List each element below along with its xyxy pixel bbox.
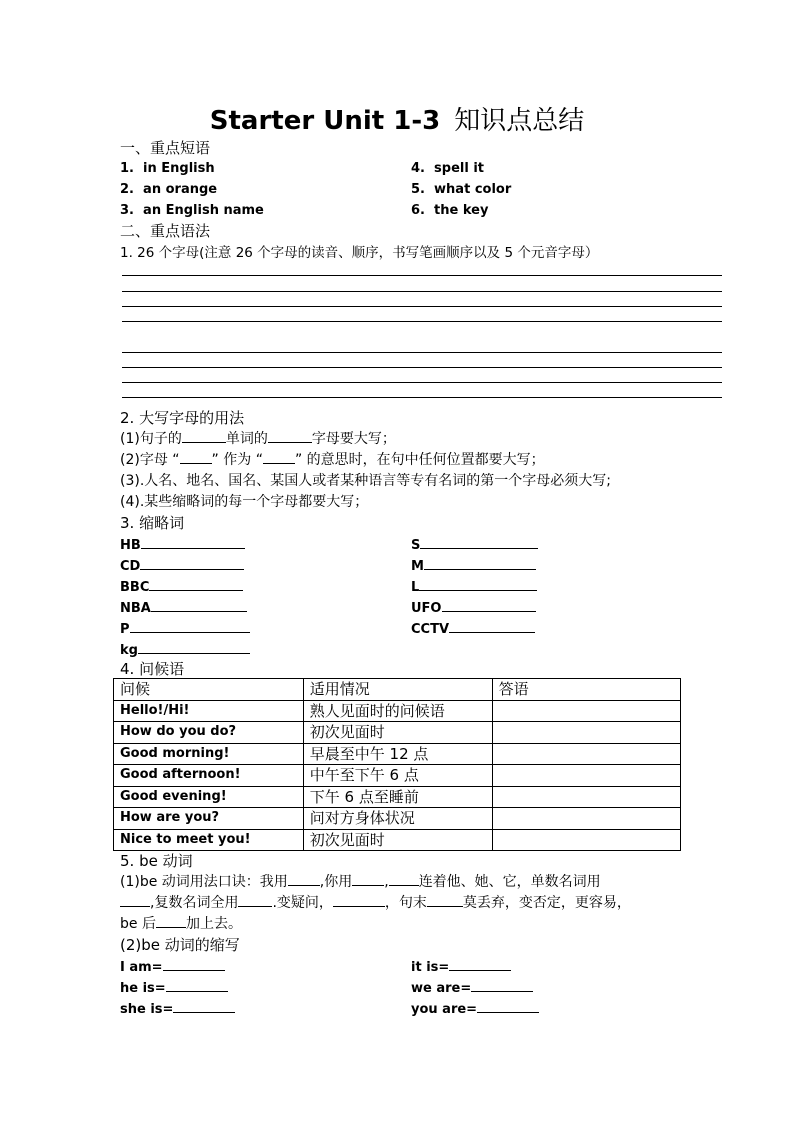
fill-blank[interactable] <box>166 979 228 992</box>
greetings-heading: 4. 问候语 <box>120 660 185 678</box>
situation-cell: 中午至下午 6 点 <box>303 765 492 787</box>
section2-heading: 二、重点语法 <box>120 222 211 240</box>
fill-blank[interactable] <box>442 599 536 612</box>
contraction-we-are: we are= <box>411 979 533 998</box>
table-row <box>114 700 681 722</box>
reply-cell[interactable] <box>492 829 680 851</box>
table-row <box>114 786 681 808</box>
fill-blank[interactable] <box>424 557 536 570</box>
table-row <box>114 829 681 851</box>
phrase-4: 4. spell it <box>411 161 485 176</box>
reply-cell[interactable] <box>492 722 680 744</box>
fill-blank[interactable] <box>149 578 243 591</box>
writing-line[interactable] <box>122 382 722 383</box>
fill-blank[interactable] <box>333 894 385 907</box>
greeting-cell: Good afternoon! <box>114 765 304 787</box>
fill-blank[interactable] <box>263 451 295 464</box>
fill-blank[interactable] <box>141 536 245 549</box>
abbr-kg: kg <box>120 641 250 660</box>
greeting-cell: Nice to meet you! <box>114 829 304 851</box>
fill-blank[interactable] <box>182 430 226 443</box>
fill-blank[interactable] <box>352 873 384 886</box>
situation-cell: 熟人见面时的问候语 <box>303 700 492 722</box>
reply-cell[interactable] <box>492 808 680 830</box>
fill-blank[interactable] <box>268 430 312 443</box>
table-row <box>114 808 681 830</box>
fill-blank[interactable] <box>140 557 244 570</box>
greeting-cell: Good evening! <box>114 786 304 808</box>
fill-blank[interactable] <box>288 873 320 886</box>
reply-cell[interactable] <box>492 765 680 787</box>
contraction-i-am: I am= <box>120 958 225 977</box>
situation-cell: 初次见面时 <box>303 829 492 851</box>
be-verb-heading: 5. be 动词 <box>120 852 193 870</box>
fill-blank[interactable] <box>427 894 463 907</box>
reply-cell[interactable] <box>492 743 680 765</box>
section1-heading: 一、重点短语 <box>120 139 211 157</box>
fill-blank[interactable] <box>238 894 272 907</box>
contraction-she-is: she is= <box>120 1000 235 1019</box>
reply-cell[interactable] <box>492 700 680 722</box>
table-row <box>114 722 681 744</box>
writing-line[interactable] <box>122 397 722 398</box>
fill-blank[interactable] <box>419 578 537 591</box>
phrase-6: 6. the key <box>411 203 489 218</box>
abbreviations-heading: 3. 缩略词 <box>120 514 185 532</box>
be-verb-rhyme-line-1: (1)be 动词用法口诀：我用 ,你用 , 连着他、她、它，单数名词用 <box>120 874 601 890</box>
be-verb-rhyme-line-3: be 后 加上去。 <box>120 916 242 932</box>
abbr-l: L <box>411 578 537 597</box>
header-greeting: 问候 <box>114 679 304 701</box>
writing-line[interactable] <box>122 352 722 353</box>
capitals-rule-4: (4).某些缩略词的每一个字母都要大写； <box>120 494 369 510</box>
table-header-row <box>114 679 681 701</box>
situation-cell: 早晨至中午 12 点 <box>303 743 492 765</box>
situation-cell: 初次见面时 <box>303 722 492 744</box>
greeting-cell: How do you do? <box>114 722 304 744</box>
writing-line[interactable] <box>122 291 722 292</box>
fill-blank[interactable] <box>163 958 225 971</box>
situation-cell: 问对方身体状况 <box>303 808 492 830</box>
fill-blank[interactable] <box>477 1000 539 1013</box>
capitals-rule-1: (1)句子的 单词的 字母要大写； <box>120 431 396 447</box>
writing-line[interactable] <box>122 306 722 307</box>
abbr-s: S <box>411 536 538 555</box>
fill-blank[interactable] <box>173 1000 235 1013</box>
abbr-p: P <box>120 620 250 639</box>
fill-blank[interactable] <box>389 873 419 886</box>
fill-blank[interactable] <box>138 641 250 654</box>
table-row <box>114 765 681 787</box>
abbr-cctv: CCTV <box>411 620 535 639</box>
page-title <box>0 100 794 137</box>
abbr-cd: CD <box>120 557 244 576</box>
fill-blank[interactable] <box>180 451 212 464</box>
fill-blank[interactable] <box>471 979 533 992</box>
abbr-bbc: BBC <box>120 578 243 597</box>
writing-line[interactable] <box>122 367 722 368</box>
contraction-it-is: it is= <box>411 958 511 977</box>
header-reply: 答语 <box>492 679 680 701</box>
fill-blank[interactable] <box>156 915 186 928</box>
be-verb-rhyme-line-2: ,复数名词全用 .变疑问， ，句末 莫丢弃，变否定，更容易， <box>120 894 631 912</box>
capitals-rule-3: (3).人名、地名、国名、某国人或者某种语言等专有名词的第一个字母必须大写; <box>120 473 611 489</box>
table-row <box>114 743 681 765</box>
capitals-heading: 2. 大写字母的用法 <box>120 409 245 427</box>
fill-blank[interactable] <box>120 894 150 907</box>
capitals-rule-2: (2)字母 “ ” 作为 “ ” 的意思时，在句中任何位置都要大写； <box>120 452 545 468</box>
abbr-ufo: UFO <box>411 599 536 618</box>
title-en: Starter Unit 1-3 <box>209 106 441 136</box>
header-situation: 适用情况 <box>303 679 492 701</box>
phrase-1: 1. in English <box>120 161 215 176</box>
situation-cell: 下午 6 点至睡前 <box>303 786 492 808</box>
contraction-you-are: you are= <box>411 1000 539 1019</box>
abbr-hb: HB <box>120 536 245 555</box>
writing-line[interactable] <box>122 321 722 322</box>
writing-line[interactable] <box>122 275 722 276</box>
abbr-m: M <box>411 557 536 576</box>
greetings-table <box>113 678 681 851</box>
phrase-3: 3. an English name <box>120 203 264 218</box>
fill-blank[interactable] <box>449 620 535 633</box>
title-cn: 知识点总结 <box>454 106 585 136</box>
reply-cell[interactable] <box>492 786 680 808</box>
alphabet-instruction: 1. 26 个字母(注意 26 个字母的读音、顺序，书写笔画顺序以及 5 个元音字母） <box>120 245 599 261</box>
greeting-cell: Good morning! <box>114 743 304 765</box>
contraction-heading: (2)be 动词的缩写 <box>120 936 240 954</box>
greeting-cell: How are you? <box>114 808 304 830</box>
greeting-cell: Hello!/Hi! <box>114 700 304 722</box>
fill-blank[interactable] <box>420 536 538 549</box>
fill-blank[interactable] <box>151 599 247 612</box>
phrase-2: 2. an orange <box>120 182 218 197</box>
abbr-nba: NBA <box>120 599 247 618</box>
fill-blank[interactable] <box>130 620 250 633</box>
phrase-5: 5. what color <box>411 182 512 197</box>
fill-blank[interactable] <box>449 958 511 971</box>
contraction-he-is: he is= <box>120 979 228 998</box>
